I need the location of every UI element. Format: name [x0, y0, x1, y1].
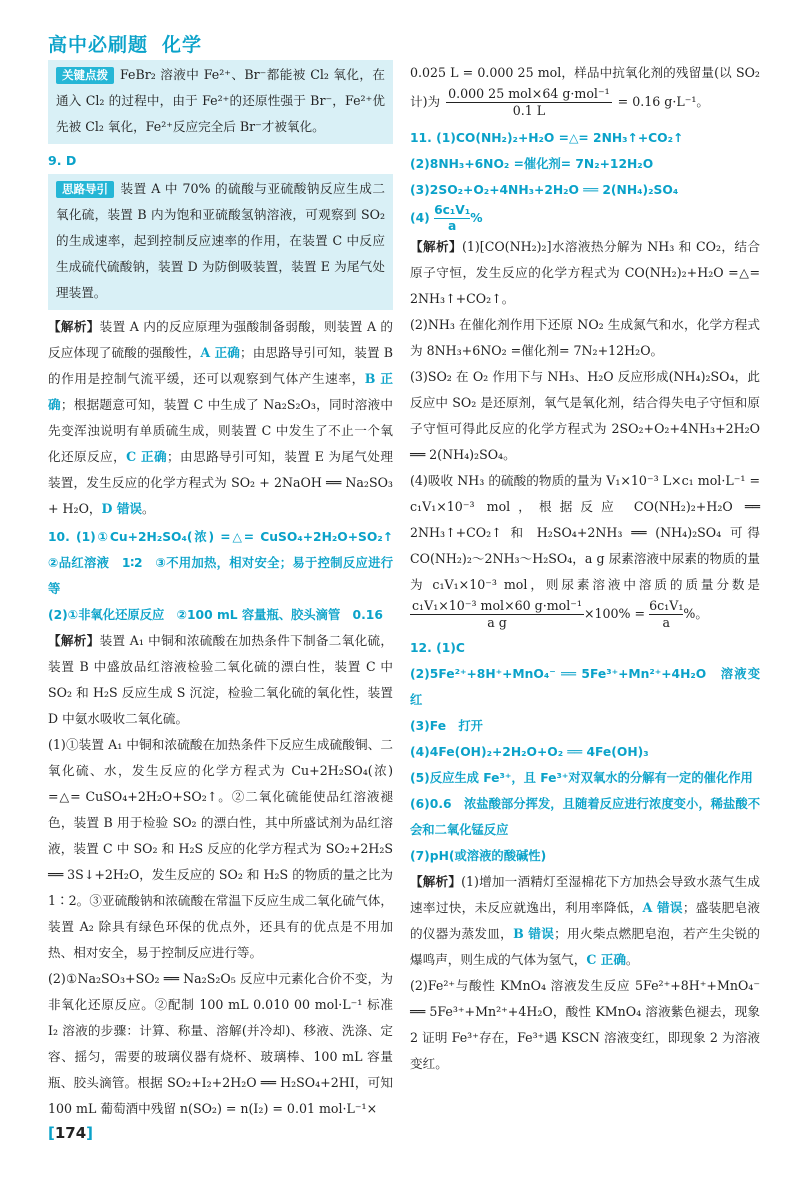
page-header [48, 30, 216, 57]
analysis-text: 。 [142, 501, 155, 516]
q11-answer-2: (2)8NH₃+6NO₂ =催化剂= 7N₂+12H₂O [410, 157, 654, 171]
question-12 [410, 635, 760, 1077]
analysis-text: ；由思路导引可知，装置 E 为尾气处理装置，发生反应的化学方程式为 SO₂ + 2NaOH ══ Na₂SO₃ + H₂O， [48, 449, 394, 516]
thinking-guide-tag: 思路导引 [56, 181, 114, 198]
option-b-verdict: B 错误 [513, 926, 555, 941]
fraction-denominator: 0.1 L [512, 103, 546, 118]
answer-prefix: (4) [410, 211, 430, 225]
answer-suffix: % [470, 211, 483, 225]
analysis-label: 【解析】 [410, 874, 462, 889]
page-number-value: 174 [54, 1124, 87, 1142]
subject-title: 化学 [162, 34, 203, 56]
q12-answer-5: (5)反应生成 Fe³⁺，且 Fe³⁺对双氧水的分解有一定的催化作用 [410, 771, 753, 785]
thinking-guide-text: 装置 A 中 70% 的硫酸与亚硫酸钠反应生成二氧化硫，装置 B 内为饱和亚硫酸氢钠溶液，可观察到 SO₂ 的生成速率，起到控制反应速率的作用，在装置 C 中反应生成硫代硫酸钠，装置 D 为防倒吸装置，装置 E 为尾气处理装置。 [56, 181, 385, 300]
analysis-text: ；根据题意可知，装置 C 中生成了 Na₂S₂O₃，同时溶液中先变浑浊说明有单质硫生成，则装置 C 中发生了不止一个氧化还原反应， [48, 397, 393, 464]
q12-analysis-p2: (2)Fe²⁺与酸性 KMnO₄ 溶液发生反应 5Fe²⁺+8H⁺+MnO₄⁻ ══ 5Fe³⁺+Mn²⁺+4H₂O，酸性 KMnO₄ 溶液紫色褪去，现象 2 证明 Fe³⁺存在，Fe³⁺遇 KSCN 溶液变红，即现象 2 为溶液变红。 [410, 978, 760, 1071]
analysis-text: ；用火柴点燃肥皂泡，若产生尖锐的爆鸣声，则生成的气体为氢气， [410, 926, 761, 967]
option-a-verdict: A 错误 [642, 900, 683, 915]
analysis-text: ×100% = [583, 606, 646, 621]
key-point-tag: 关键点拨 [56, 67, 114, 84]
analysis-label: 【解析】 [48, 633, 100, 648]
fraction-numerator: 6c₁V₁ [649, 598, 684, 613]
q11-analysis-p2: (2)NH₃ 在催化剂作用下还原 NO₂ 生成氮气和水，化学方程式为 8NH₃+6NO₂ =催化剂= 7N₂+12H₂O。 [410, 317, 760, 358]
question-11-number: 11. [410, 131, 432, 145]
continuation-text: 0.025 L = 0.000 25 mol，样品中抗氧化剂的残留量(以 SO₂ 计)为 [410, 65, 760, 109]
fraction-denominator: a [447, 219, 457, 233]
question-10-number: 10. [48, 530, 70, 544]
fraction-denominator: a [662, 615, 670, 630]
key-point-text: FeBr₂ 溶液中 Fe²⁺、Br⁻都能被 Cl₂ 氧化，在通入 Cl₂ 的过程中，由于 Fe²⁺的还原性强于 Br⁻，Fe²⁺优先被 Cl₂ 氧化，Fe²⁺反应完全后 Br⁻才被氧化。 [56, 67, 385, 134]
fraction [446, 86, 612, 119]
analysis-text: 装置 A 内的反应原理为强酸制备弱酸，则装置 A 的反应体现了硫酸的强酸性， [48, 319, 394, 360]
q9-analysis [48, 314, 393, 522]
fraction-denominator: a g [487, 615, 507, 630]
analysis-text: ；由思路导引可知，装置 B 的作用是控制气流平缓，还可以观察到气体产生速率， [48, 345, 394, 386]
fraction-numerator: 0.000 25 mol×64 g·mol⁻¹ [448, 86, 610, 101]
option-c-verdict: C 正确 [586, 952, 626, 967]
analysis-text: (4)吸收 NH₃ 的硫酸的物质的量为 V₁×10⁻³ L×c₁ mol·L⁻¹ = c₁V₁×10⁻³ mol，根据反应 CO(NH₂)₂+H₂O ══ 2NH₃↑+CO₂↑ 和 H₂SO₄+2NH₃ ══ (NH₄)₂SO₄ 可得 CO(NH₂)₂～2NH₃～H₂SO₄，a g 尿素溶液中尿素的物质的量为 c₁V₁×10⁻³ mol，则尿素溶液中溶质的质量分数是 [410, 473, 760, 592]
fraction-numerator: c₁V₁×10⁻³ mol×60 g·mol⁻¹ [412, 598, 582, 613]
q12-analysis-p1 [410, 869, 760, 973]
option-b-verdict: B 正确 [48, 371, 394, 412]
thinking-guide-box [48, 174, 393, 310]
question-10 [48, 524, 406, 1122]
q11-answer-4 [410, 203, 760, 234]
fraction [649, 598, 683, 631]
option-d-verdict: D 错误 [101, 501, 143, 516]
option-c-verdict: C 正确 [126, 449, 168, 464]
right-column [410, 60, 760, 1077]
q11-analysis-p1: (1)[CO(NH₂)₂]水溶液热分解为 NH₃ 和 CO₂，结合原子守恒，发生反应的化学方程式为 CO(NH₂)₂+H₂O =△= 2NH₃↑+CO₂↑。 [410, 239, 761, 306]
q10-analysis-p1: 装置 A₁ 中铜和浓硫酸在加热条件下制备二氧化硫，装置 B 中盛放品红溶液检验二氧化硫的漂白性，装置 C 中 SO₂ 和 H₂S 反应生成 S 沉淀，检验二氧化硫的氧化性，装置 D 中氨水吸收二氧化硫。 [48, 633, 393, 726]
q11-answer-1: (1)CO(NH₂)₂+H₂O =△= 2NH₃↑+CO₂↑ [436, 131, 684, 145]
q12-answer-4: (4)4Fe(OH)₂+2H₂O+O₂ ══ 4Fe(OH)₃ [410, 745, 649, 759]
q10-analysis-p3: (2)①Na₂SO₃+SO₂ ══ Na₂S₂O₅ 反应中元素化合价不变，为非氧化还原反应。②配制 100 mL 0.010 00 mol·L⁻¹ 标准 I₂ 溶液的步骤：计算、称量、溶解(并冷却)、移液、洗涤、定容、摇匀，需要的玻璃仪器有烧杯、玻璃棒、100 mL 容量瓶、胶头滴管。根据 SO₂+I₂+2H₂O ══ H₂SO₄+2HI，可知 100 mL 葡萄酒中残留 n(SO₂) = n(I₂) = 0.01 mol·L⁻¹× [48, 971, 393, 1116]
q10-continuation [410, 60, 760, 119]
analysis-text: ；盛装肥皂液的仪器为蒸发皿， [410, 900, 761, 941]
question-11 [410, 125, 760, 631]
fraction [410, 598, 584, 631]
fraction [434, 203, 470, 234]
q10-analysis-p2: (1)①装置 A₁ 中铜和浓硫酸在加热条件下反应生成硫酸铜、二氧化硫、水，发生反应的化学方程式为 Cu+2H₂SO₄(浓) =△= CuSO₄+2H₂O+SO₂↑。②二氧化硫能使品红溶液褪色，装置 B 用于检验 SO₂ 的漂白性，其中所盛试剂为品红溶液，装置 C 中 SO₂ 和 H₂S 反应的化学方程式为 SO₂+2H₂S ══ 3S↓+2H₂O，发生反应的 SO₂ 和 H₂S 的物质的量之比为 1∶2。③亚硫酸钠和浓硫酸在常温下反应生成二氧化硫气体，装置 A₂ 除具有绿色环保的优点外，还具有的优点是不用加热、相对安全，易于控制反应进行等。 [48, 737, 393, 960]
q11-answer-3: (3)2SO₂+O₂+4NH₃+2H₂O ══ 2(NH₄)₂SO₄ [410, 183, 679, 197]
q10-answer-1: (1)①Cu+2H₂SO₄(浓) =△= CuSO₄+2H₂O+SO₂↑ ②品红溶液 1∶2 ③不用加热，相对安全；易于控制反应进行等 [48, 530, 406, 596]
analysis-label: 【解析】 [410, 239, 462, 254]
analysis-text: 。 [625, 952, 639, 967]
q12-answer-6: (6)0.6 浓盐酸部分挥发，且随着反应进行浓度变小，稀盐酸不会和二氧化锰反应 [410, 797, 760, 837]
q12-answer-7: (7)pH(或溶液的酸碱性) [410, 849, 547, 863]
q12-answer-1: (1)C [436, 641, 465, 655]
question-9-answer: 9. D [48, 153, 77, 168]
option-a-verdict: A 正确 [200, 345, 240, 360]
q12-answer-3: (3)Fe 打开 [410, 719, 483, 733]
q10-answer-2: (2)①非氧化还原反应 ②100 mL 容量瓶、胶头滴管 0.16 [48, 608, 383, 622]
page-number: [174] [48, 1124, 94, 1142]
fraction-numerator: 6c₁V₁ [434, 203, 471, 217]
book-title: 高中必刷题 [48, 34, 149, 56]
analysis-label: 【解析】 [48, 319, 100, 334]
q12-answer-2: (2)5Fe²⁺+8H⁺+MnO₄⁻ ══ 5Fe³⁺+Mn²⁺+4H₂O 溶液变红 [410, 667, 760, 707]
continuation-text: = 0.16 g·L⁻¹。 [617, 94, 709, 109]
question-12-number: 12. [410, 641, 432, 655]
analysis-text: (1)增加一酒精灯至湿棉花下方加热会导致水蒸气生成速率过快，未反应就逸出，利用率降低， [410, 874, 761, 915]
key-point-box [48, 60, 393, 144]
left-column [48, 60, 406, 1122]
analysis-text: %。 [683, 606, 708, 621]
q11-analysis-p3: (3)SO₂ 在 O₂ 作用下与 NH₃、H₂O 反应形成(NH₄)₂SO₄，此反应中 SO₂ 是还原剂，氧气是氧化剂，结合得失电子守恒和原子守恒可得此反应的化学方程式为 2SO₂+O₂+4NH₃+2H₂O ══ 2(NH₄)₂SO₄。 [410, 369, 760, 462]
q11-analysis-p4 [410, 468, 760, 631]
